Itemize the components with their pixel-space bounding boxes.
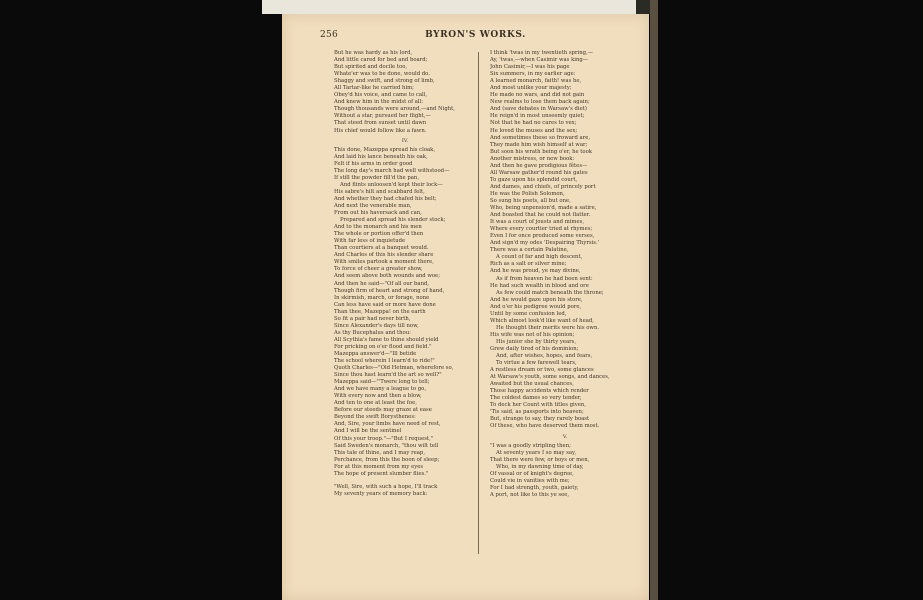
- verse-line: The school wherein I learn'd to ride!": [334, 358, 435, 365]
- verse-line: I think 'twas in my twentieth spring,—: [490, 50, 593, 56]
- verse-line: 'Tis said, as passports into heaven;: [490, 409, 584, 416]
- verse-line: With every now and then a blow,: [334, 393, 422, 400]
- verse-line: Rich as a salt or silver mine;: [490, 261, 567, 268]
- verse-line: The whole or portion offer'd then: [334, 231, 424, 238]
- verse-line: And seem above both wounds and woe;: [334, 273, 440, 280]
- verse-line: He loved the muses and the sex;: [490, 127, 578, 134]
- verse-line: Ay, 'twas,—when Casimir was king—: [490, 57, 589, 64]
- page-edge-shadow: [650, 0, 658, 600]
- verse-line: "Well, Sire, with such a hope, I'll track: [334, 483, 438, 490]
- verse-line: Until by some confusion led,: [490, 310, 567, 317]
- verse-line: And knew him in the midst of all:: [334, 99, 424, 106]
- verse-line: As if from heaven he had been sent:: [496, 275, 593, 282]
- verse-line: And Charles of this his slender share: [334, 252, 434, 259]
- verse-line: His chief would follow like a fawn.: [334, 127, 427, 134]
- verse-line: For I had strength, youth, gaiety,: [490, 484, 579, 491]
- verse-line: If still the powder fill'd the pan,: [334, 174, 420, 181]
- verse-line: All Scythia's fame to thine should yield: [334, 336, 439, 343]
- verse-line: Can less have said or more have done: [334, 301, 436, 308]
- verse-line: His wife was not of his opinion;: [490, 331, 575, 338]
- verse-line: Awaited but the usual chances,: [490, 381, 574, 388]
- right-column: [490, 50, 640, 570]
- verse-line: Than courtiers at a banquet would.: [334, 245, 429, 252]
- verse-line: Another mistress, or new book:: [490, 155, 575, 162]
- verse-line: Of vassal or of knight's degree,: [490, 470, 574, 477]
- verse-line: And then he said—"Of all our band,: [334, 280, 430, 287]
- verse-line: This done, Mazeppa spread his cloak,: [334, 146, 436, 153]
- verse-line: Mazeppa said—"'Twere long to tell;: [334, 379, 430, 386]
- verse-line: And next the venerable man,: [334, 202, 412, 209]
- verse-line: And we have many a league to go,: [334, 386, 427, 393]
- verse-line: That there were few, or boys or men,: [490, 456, 590, 463]
- verse-line: And sign'd my odes 'Despairing Thyrsis.': [490, 240, 600, 247]
- verse-line: As few could match beneath the throne;: [496, 289, 604, 296]
- verse-line: The hope of present slumber flies.": [334, 470, 429, 477]
- verse-line: A count of far and high descent,: [496, 254, 583, 261]
- book-page: [282, 14, 649, 600]
- running-head-title: BYRON'S WORKS.: [425, 30, 526, 40]
- verse-line: Perchance, from this the boon of sleep;: [334, 456, 440, 463]
- verse-line: Even I for once produced some verses,: [490, 233, 595, 240]
- verse-line: And flints unloosen'd kept their lock—: [340, 181, 443, 188]
- verse-line: Felt if his arms in order good: [334, 160, 413, 167]
- verse-line: Of these, who have deserved them most.: [490, 423, 600, 430]
- verse-line: My seventy years of memory back:: [334, 490, 428, 497]
- verse-line: Where every courtier tried at rhymes;: [490, 226, 593, 233]
- verse-line: They made him wish himself at war;: [490, 141, 588, 148]
- verse-line: All Warsaw gather'd round his gates: [490, 169, 588, 176]
- running-header: [320, 30, 631, 42]
- verse-line: In skirmish, march, or forage, none: [334, 294, 430, 301]
- verse-line: At seventy years I so may say,: [496, 449, 577, 456]
- verse-line: Six summers, in my earlier age:: [490, 71, 576, 78]
- verse-line: And he was proud, ye may divine,: [490, 268, 581, 275]
- verse-line: Shaggy and swift, and strong of limb,: [334, 78, 435, 85]
- verse-line: Though firm of heart and strong of hand,: [334, 287, 445, 294]
- verse-line: And then he gave prodigious fêtes—: [490, 162, 588, 169]
- verse-line: And boasted that he could not flatter.: [490, 212, 591, 219]
- verse-line: To deck her Count with titles given,: [490, 402, 586, 409]
- verse-line: And laid his lance beneath his oak,: [334, 153, 428, 160]
- verse-line: Said Sweden's monarch, "thou wilt tell: [334, 442, 439, 449]
- verse-line: But spirited and docile too,: [334, 64, 408, 71]
- page-number: 256: [320, 30, 339, 40]
- column-divider: [478, 52, 479, 554]
- verse-line: Without a star, pursued her flight,—: [334, 113, 431, 120]
- verse-line: With far less of inquietude: [334, 238, 406, 245]
- verse-line: Who, in my dawning time of day,: [496, 463, 584, 470]
- verse-line: Whate'er was to be done, would do.: [334, 71, 430, 78]
- verse-line: The coldest dames so very tender,: [490, 395, 582, 402]
- verse-line: And he would gaze upon his store,: [490, 296, 583, 303]
- verse-line: Prepared and spread his slender stock;: [340, 217, 446, 224]
- verse-line: To force of cheer a greater show,: [334, 266, 423, 273]
- verse-line: He reign'd in most unseemly quiet;: [490, 113, 585, 120]
- verse-line: Obey'd his voice, and came to call,: [334, 92, 428, 99]
- verse-line: Before our steeds may graze at ease: [334, 407, 432, 414]
- verse-line: A restless dream or two, some glances: [490, 367, 594, 374]
- verse-line: And dames, and chiefs, of princely port: [490, 183, 596, 190]
- verse-line: For at this moment from my eyes: [334, 463, 424, 470]
- verse-line: At Warsaw's youth, some songs, and dances,: [490, 374, 610, 381]
- stanza-number: V.: [562, 433, 568, 440]
- verse-line: And sometimes these so froward are,: [490, 134, 591, 141]
- verse-line: And I will be the sentinel: [334, 428, 402, 435]
- verse-line: But soon his wrath being o'er, he took: [490, 148, 593, 155]
- verse-line: And (save debates in Warsaw's diet): [490, 106, 587, 113]
- verse-line: A learned monarch, faith! was he,: [490, 78, 582, 85]
- verse-line: John Casimir,—I was his page: [490, 64, 570, 71]
- left-column: [334, 50, 476, 570]
- verse-line: He was the Polish Solomon,: [490, 190, 565, 197]
- verse-line: All Tartar-like he carried him;: [334, 85, 414, 92]
- verse-line: Grew daily tired of his dominion;: [490, 345, 579, 352]
- verse-line: For pricking on o'er flood and field.": [334, 343, 432, 350]
- verse-line: And most unlike your majesty;: [490, 85, 572, 92]
- scan-border: [262, 0, 657, 14]
- verse-line: But he was hardy as his lord,: [334, 50, 413, 56]
- verse-line: And o'er his pedigree would pore,: [490, 303, 582, 310]
- verse-line: So fit a pair had never birth,: [334, 315, 411, 322]
- verse-line: With smiles partook a moment there,: [334, 259, 434, 266]
- verse-line: Could vie in vanities with me;: [490, 477, 570, 484]
- verse-line: And, after wishes, hopes, and fears,: [496, 353, 593, 360]
- verse-line: Of this your troop."—"But I request,": [334, 435, 434, 442]
- verse-line: To gaze upon his splendid court,: [490, 176, 578, 183]
- verse-line: New realms to lose them back again;: [490, 99, 590, 106]
- verse-line: So sung his poets, all but one,: [490, 197, 571, 204]
- verse-line: He made no wars, and did not gain: [490, 92, 585, 99]
- verse-line: He thought their merits were his own.: [496, 324, 600, 331]
- verse-line: And whether they had chafed his belt;: [334, 195, 437, 202]
- verse-line: As thy Bucephalus and thou:: [334, 329, 411, 336]
- verse-line: Which almost look'd like want of head,: [490, 317, 594, 324]
- verse-line: Those happy accidents which render: [490, 388, 589, 395]
- verse-line: He had such wealth in blood and ore: [490, 282, 589, 289]
- verse-line: His junior she by thirty years,: [496, 338, 577, 345]
- verse-line: Mazeppa answer'd—"Ill betide: [334, 350, 417, 357]
- verse-line: It was a court of jousts and mimes,: [490, 219, 584, 226]
- verse-line: This tale of thine, and I may reap,: [334, 449, 425, 456]
- verse-line: "I was a goodly stripling then;: [490, 442, 571, 449]
- verse-line: A port, not like to this ye see,: [490, 491, 570, 498]
- verse-line: And to the monarch and his men: [334, 224, 422, 231]
- verse-line: His sabre's hilt and scabbard felt,: [334, 188, 425, 195]
- verse-line: And little cared for bed and board;: [334, 57, 428, 64]
- verse-line: Though thousands were around,—and Night,: [334, 106, 455, 113]
- verse-line: Since thou hast learn'd the art so well?": [334, 372, 442, 379]
- verse-line: To virtue a few farewell tears,: [496, 360, 577, 367]
- verse-line: And, Sire, your limbs have need of rest,: [334, 421, 441, 428]
- verse-line: Who, being unpension'd, made a satire,: [490, 205, 597, 212]
- verse-line: But, strange to say, they rarely boast: [490, 416, 590, 423]
- verse-line: And ten to one at least the foe,: [334, 400, 417, 407]
- verse-line: There was a certain Palatine,: [490, 247, 569, 254]
- verse-line: Quoth Charles—"Old Hetman, wherefore so,: [334, 365, 454, 372]
- verse-line: Beyond the swift Borysthenes:: [334, 414, 416, 421]
- verse-line: Since Alexander's days till now,: [334, 322, 419, 329]
- stanza-number: IV.: [401, 137, 409, 144]
- verse-line: Than thee, Mazeppa! on the earth: [334, 308, 426, 315]
- verse-line: From out his haversack and can,: [334, 210, 422, 217]
- verse-line: The long day's march had well withstood—: [334, 167, 450, 174]
- verse-line: Not that he had no cares to vex;: [490, 120, 577, 127]
- verse-line: That steed from sunset until dawn: [334, 120, 427, 127]
